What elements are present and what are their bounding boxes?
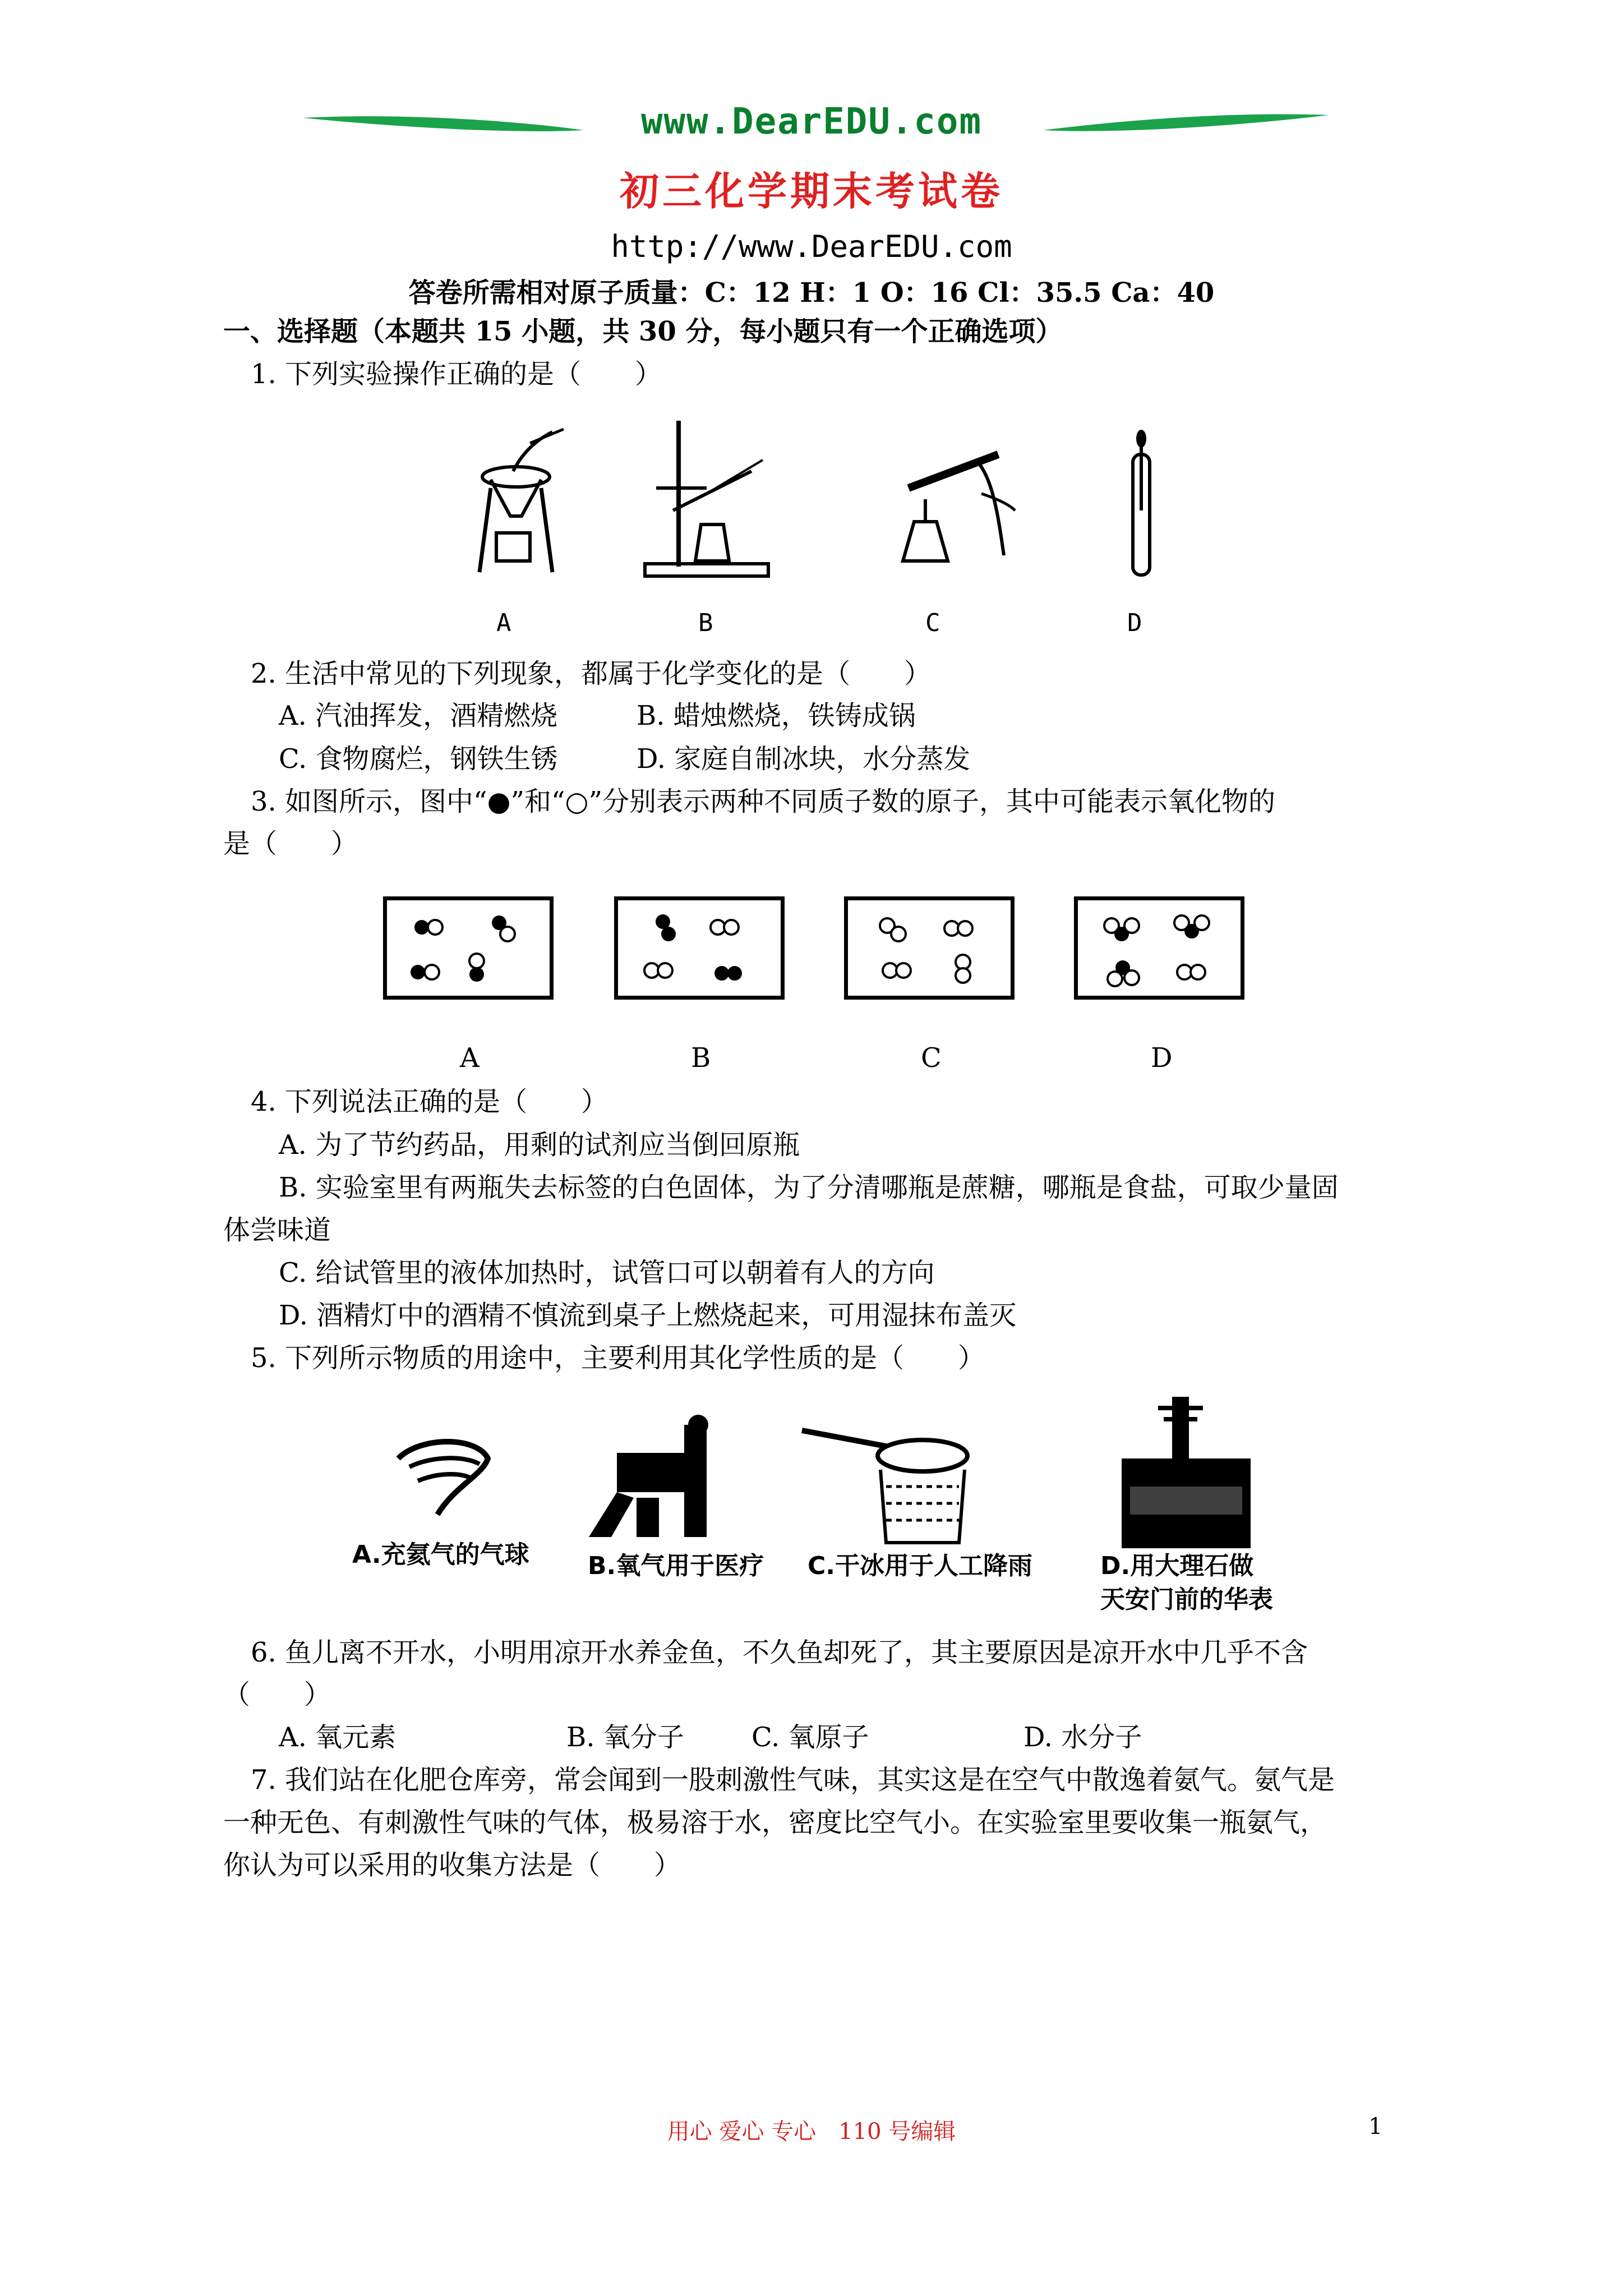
q3-label-c: C <box>921 1042 942 1074</box>
q1-figure-b <box>639 415 774 583</box>
q1-label-a: A <box>496 609 511 637</box>
q1-figure-c <box>886 443 1021 572</box>
q6-option-c: C. 氧原子 <box>751 1722 869 1753</box>
q1-figure-a <box>468 426 580 583</box>
page-number: 1 <box>1368 2114 1383 2139</box>
q4-option-d: D. 酒精灯中的酒精不慎流到桌子上燃烧起来，可用湿抹布盖灭 <box>279 1300 1017 1331</box>
q7-line3: 你认为可以采用的收集方法是（ ） <box>223 1849 681 1881</box>
q2-option-b: B. 蜡烛燃烧，铁铸成锅 <box>637 700 916 731</box>
q5-figure-dry-ice <box>791 1414 970 1548</box>
q1-label-d: D <box>1127 609 1142 637</box>
q6-stem-line1: 6. 鱼儿离不开水，小明用凉开水养金鱼，不久鱼却死了，其主要原因是凉开水中几乎不含 <box>251 1637 1308 1668</box>
q3-box-a <box>383 896 554 1000</box>
q2-option-c: C. 食物腐烂，钢铁生锈 <box>279 743 558 775</box>
q3-box-d <box>1074 896 1244 1000</box>
q6-option-d: D. 水分子 <box>1023 1722 1142 1753</box>
q5-figure-marble <box>1119 1386 1253 1554</box>
q1-label-c: C <box>925 609 940 637</box>
q4-option-c: C. 给试管里的液体加热时，试管口可以朝着有人的方向 <box>279 1257 935 1289</box>
source-url: http://www.DearEDU.com <box>611 229 1012 264</box>
q2-option-a: A. 汽油挥发，酒精燃烧 <box>279 700 558 731</box>
q2-stem: 2. 生活中常见的下列现象，都属于化学变化的是（ ） <box>251 658 932 689</box>
q7-line2: 一种无色、有刺激性气味的气体，极易溶于水，密度比空气小。在实验室里要收集一瓶氨气， <box>223 1807 1327 1838</box>
q5-figure-medical <box>583 1414 746 1548</box>
q5-stem: 5. 下列所示物质的用途中，主要利用其化学性质的是（ ） <box>251 1342 985 1374</box>
q1-stem: 1. 下列实验操作正确的是（ ） <box>251 358 662 390</box>
q3-box-b <box>614 896 785 1000</box>
q2-option-d: D. 家庭自制冰块，水分蒸发 <box>637 743 971 775</box>
q1-label-b: B <box>698 609 713 637</box>
q3-label-b: B <box>691 1042 711 1074</box>
q5-caption-b: B.氧气用于医疗 <box>588 1552 764 1580</box>
q3-stem-line2: 是（ ） <box>223 828 358 859</box>
q4-stem: 4. 下列说法正确的是（ ） <box>251 1086 608 1117</box>
q4-option-a: A. 为了节约药品，用剩的试剂应当倒回原瓶 <box>279 1129 800 1161</box>
footer-text: 用心 爱心 专心 110 号编辑 <box>667 2119 956 2145</box>
q7-line1: 7. 我们站在化肥仓库旁，常会闻到一股刺激性气味，其实这是在空气中散逸着氨气。氨气是 <box>251 1764 1335 1796</box>
q3-label-d: D <box>1151 1042 1173 1074</box>
q3-stem-line1: 3. 如图所示，图中“●”和“○”分别表示两种不同质子数的原子，其中可能表示氧化物的 <box>251 786 1275 817</box>
q4-option-b-line2: 体尝味道 <box>223 1214 331 1246</box>
q4-option-b-line1: B. 实验室里有两瓶失去标签的白色固体，为了分清哪瓶是蔗糖，哪瓶是食盐，可取少量固 <box>279 1172 1339 1203</box>
q5-caption-a: A.充氦气的气球 <box>352 1540 529 1569</box>
q1-figure-d <box>1122 426 1161 583</box>
q6-stem-line2: （ ） <box>223 1679 331 1710</box>
q3-label-a: A <box>460 1042 479 1074</box>
q5-caption-c: C.干冰用于人工降雨 <box>808 1552 1033 1580</box>
q5-figure-balloon <box>387 1436 494 1520</box>
q5-caption-d-line2: 天安门前的华表 <box>1100 1585 1273 1614</box>
site-logo: www.DearEDU.com <box>641 101 982 142</box>
q3-box-c <box>844 896 1015 1000</box>
q6-option-a: A. 氧元素 <box>279 1722 396 1753</box>
q6-option-b: B. 氧分子 <box>566 1722 684 1753</box>
section-heading: 一、选择题（本题共 15 小题，共 30 分，每小题只有一个正确选项） <box>223 316 1063 347</box>
atomic-mass-note: 答卷所需相对原子质量：C：12 H：1 O：16 Cl：35.5 Ca：40 <box>408 277 1215 309</box>
page-title: 初三化学期末考试卷 <box>620 168 1003 214</box>
q5-caption-d-line1: D.用大理石做 <box>1100 1552 1254 1580</box>
